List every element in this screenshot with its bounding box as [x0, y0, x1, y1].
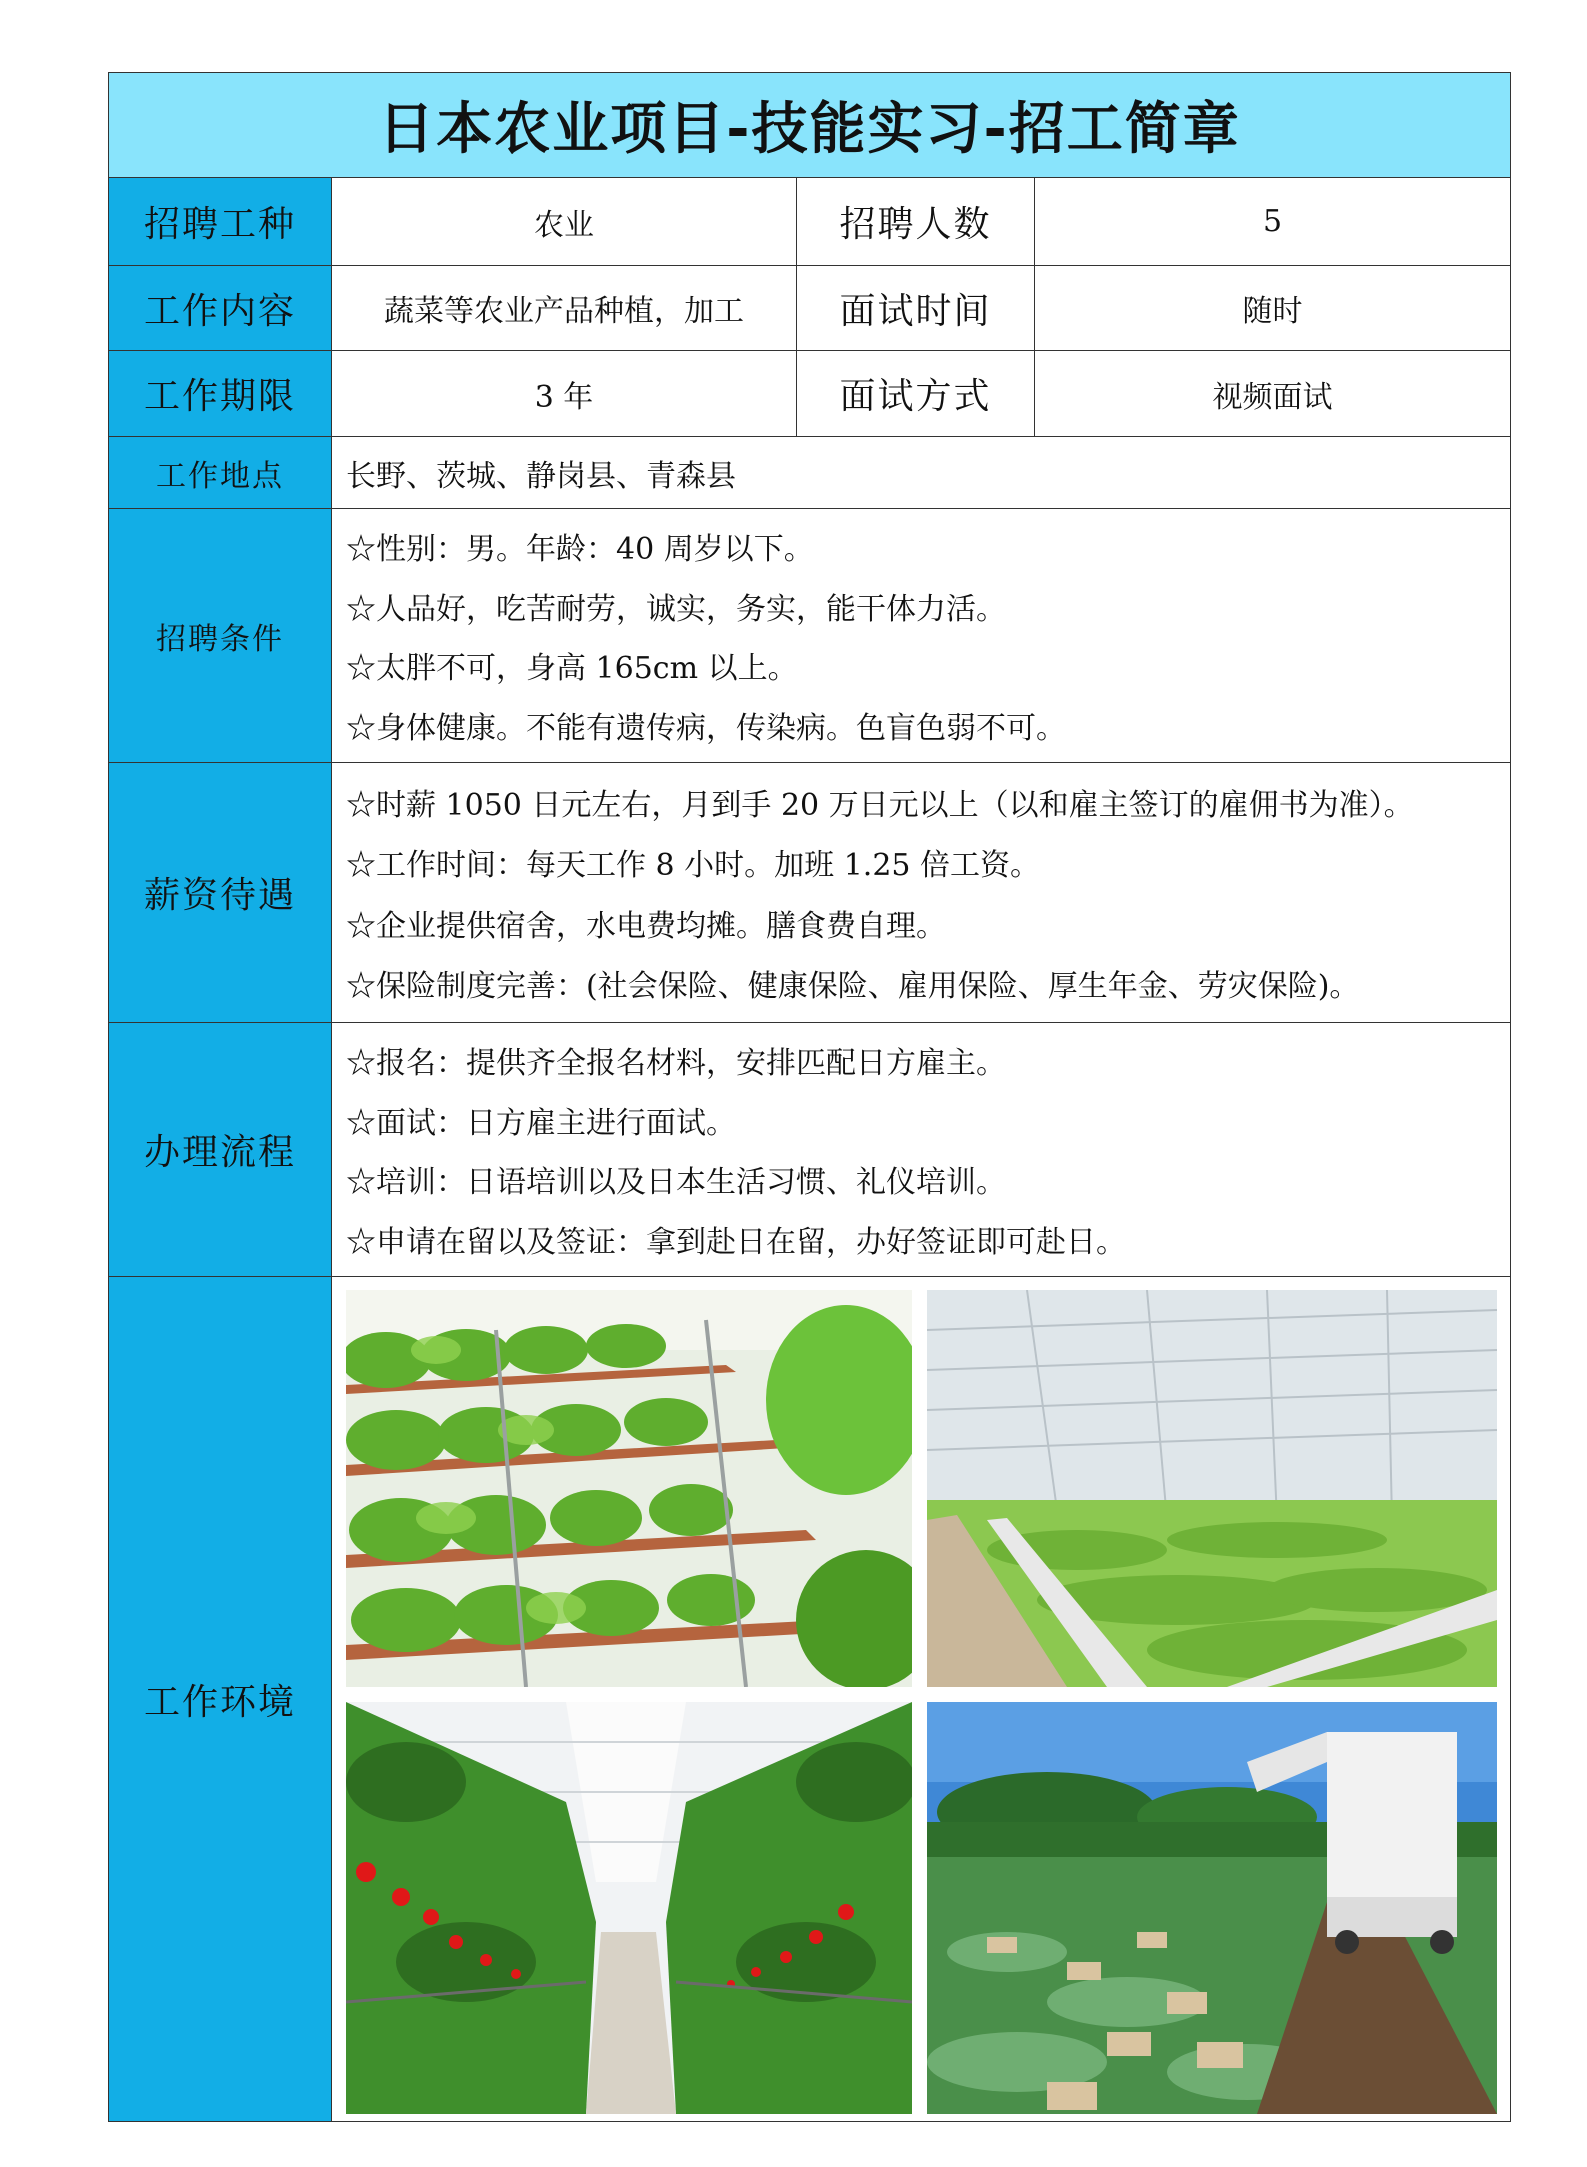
row-job-content [109, 265, 1510, 350]
label-environment: 工作环境 [109, 1277, 331, 2121]
value-headcount: 5 [1034, 178, 1510, 265]
row-salary [109, 762, 1510, 1022]
list-item: ☆人品好，吃苦耐劳，诚实，务实，能干体力活。 [346, 591, 1006, 627]
list-item: ☆保险制度完善：(社会保险、健康保险、雇用保险、厚生年金、劳灾保险)。 [346, 969, 1360, 1005]
list-item: ☆时薪 1050 日元左右，月到手 20 万日元以上（以和雇主签订的雇佣书为准）。 [346, 787, 1414, 823]
photo-cabbage-field [927, 1702, 1497, 2114]
row-job-term [109, 350, 1510, 436]
row-environment [109, 1276, 1510, 2121]
label-interview-time: 面试时间 [796, 266, 1034, 350]
value-job-type: 农业 [331, 178, 796, 265]
row-requirements [109, 508, 1510, 762]
photo-greenhouse [927, 1290, 1497, 1687]
page-title: 日本农业项目-技能实习-招工简章 [378, 97, 1241, 162]
title-bar [109, 73, 1510, 177]
photo-strawberry [346, 1702, 912, 2114]
label-requirements: 招聘条件 [109, 509, 331, 762]
row-location [109, 436, 1510, 508]
list-item: ☆培训：日语培训以及日本生活习惯、礼仪培训。 [346, 1165, 1006, 1201]
list-item: ☆报名：提供齐全报名材料，安排匹配日方雇主。 [346, 1046, 1006, 1082]
label-job-term: 工作期限 [109, 351, 331, 436]
list-item: ☆太胖不可，身高 165cm 以上。 [346, 651, 798, 687]
photo-lettuce-racks [346, 1290, 912, 1687]
list-item: ☆性别：男。年龄：40 周岁以下。 [346, 532, 814, 568]
row-process [109, 1022, 1510, 1276]
list-item: ☆身体健康。不能有遗传病，传染病。色盲色弱不可。 [346, 710, 1066, 746]
label-location: 工作地点 [109, 437, 331, 508]
salary-list [331, 763, 1510, 1022]
list-item: ☆企业提供宿舍，水电费均摊。膳食费自理。 [346, 908, 946, 944]
value-location: 长野、茨城、静岗县、青森县 [331, 437, 1510, 508]
requirements-list [331, 509, 1510, 762]
list-item: ☆面试：日方雇主进行面试。 [346, 1105, 736, 1141]
label-process: 办理流程 [109, 1023, 331, 1276]
value-interview-method: 视频面试 [1034, 351, 1510, 436]
label-headcount: 招聘人数 [796, 178, 1034, 265]
label-salary: 薪资待遇 [109, 763, 331, 1022]
value-job-content: 蔬菜等农业产品种植，加工 [331, 266, 796, 350]
label-interview-method: 面试方式 [796, 351, 1034, 436]
value-interview-time: 随时 [1034, 266, 1510, 350]
value-job-term: 3 年 [331, 351, 796, 436]
label-job-type: 招聘工种 [109, 178, 331, 265]
list-item: ☆工作时间：每天工作 8 小时。加班 1.25 倍工资。 [346, 848, 1041, 884]
recruitment-sheet [108, 72, 1511, 2122]
list-item: ☆申请在留以及签证：拿到赴日在留，办好签证即可赴日。 [346, 1224, 1126, 1260]
label-job-content: 工作内容 [109, 266, 331, 350]
process-list [331, 1023, 1510, 1276]
row-job-type [109, 177, 1510, 265]
